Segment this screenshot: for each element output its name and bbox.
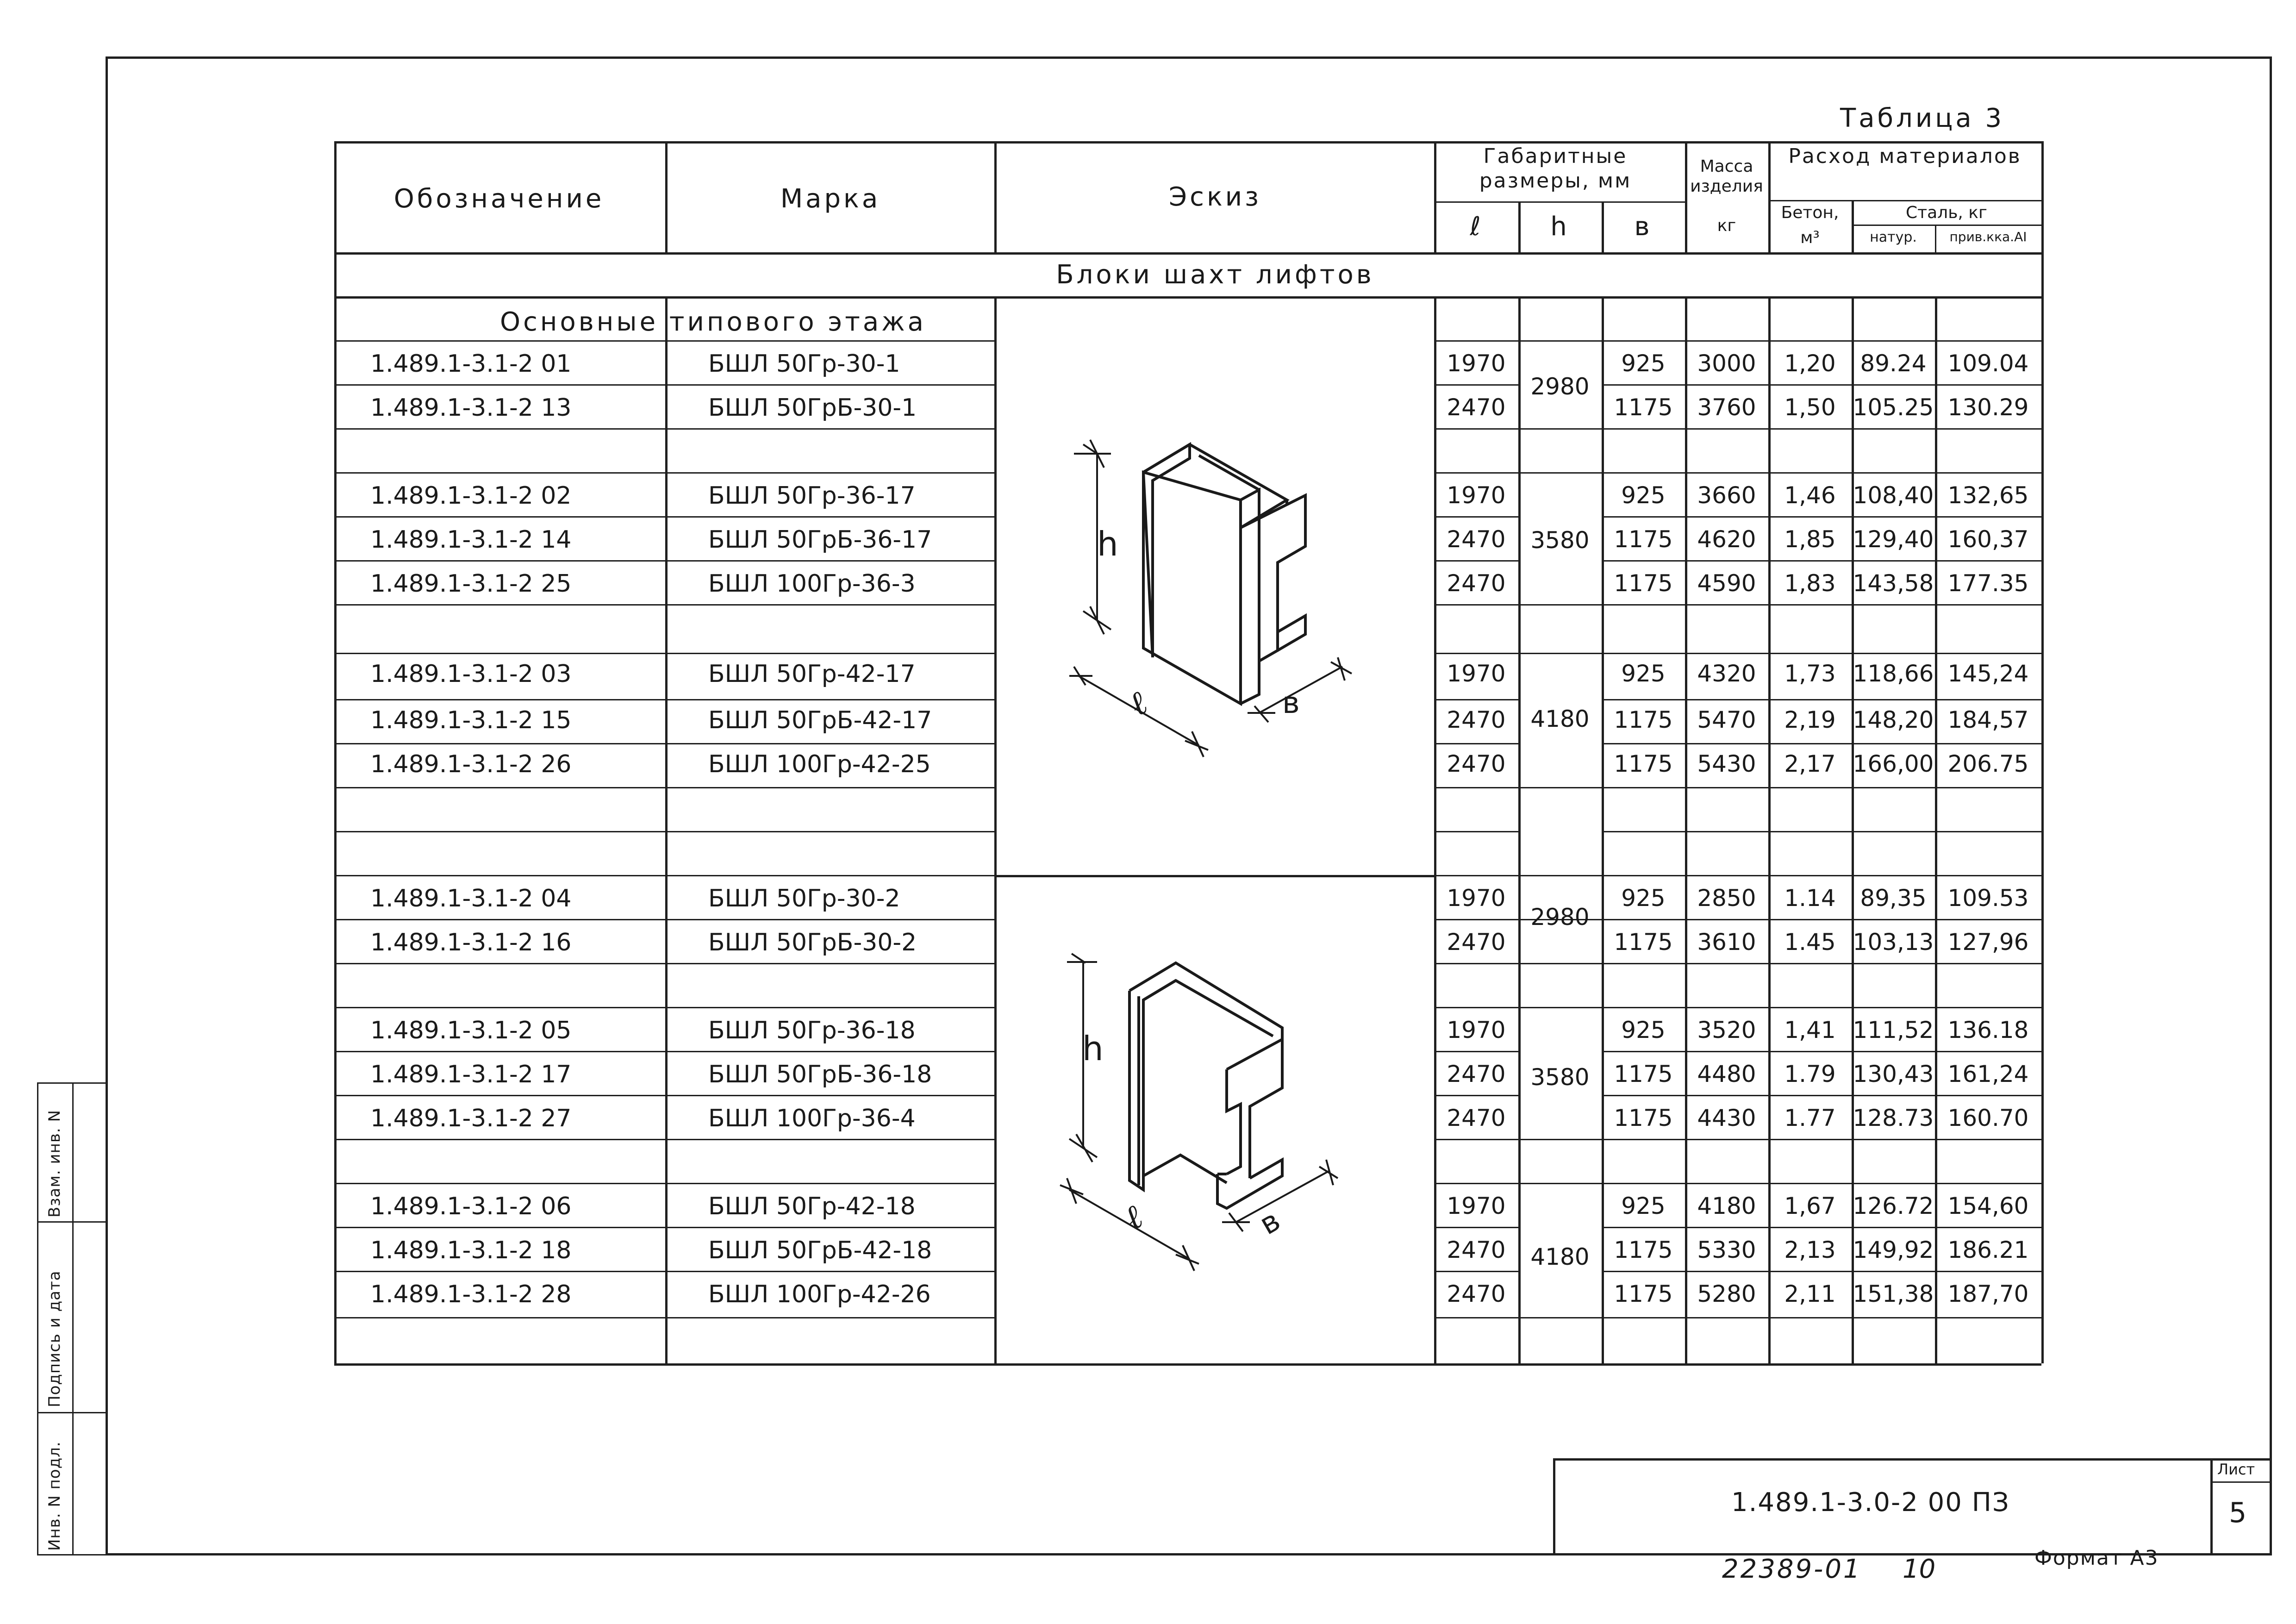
- grid-line: [1434, 1227, 1518, 1228]
- steel-nat-cell: 118,66: [1853, 660, 1934, 687]
- concrete-cell: 1,46: [1784, 482, 1836, 509]
- steel-priv-cell: 206.75: [1947, 750, 2029, 777]
- grid-line: [1434, 340, 1518, 342]
- steel-priv-cell: 109.04: [1947, 350, 2029, 377]
- grid-line: [334, 1183, 994, 1184]
- height-cell: 2980: [1530, 904, 1590, 931]
- mass-cell: 2850: [1697, 885, 1756, 912]
- grid-line: [1518, 428, 1602, 430]
- header-dim-b: в: [1634, 212, 1653, 242]
- grid-line: [334, 787, 994, 788]
- title-block-code: 1.489.1-3.0-2 00 ПЗ: [1731, 1487, 2010, 1518]
- steel-nat-cell: 108,40: [1853, 482, 1934, 509]
- steel-priv-cell: 177.35: [1947, 570, 2029, 597]
- designation-cell: 1.489.1-3.1-2 13: [370, 394, 572, 422]
- grid-line: [1434, 653, 1518, 654]
- steel-nat-cell: 111,52: [1853, 1017, 1934, 1043]
- concrete-cell: 1,41: [1784, 1017, 1836, 1043]
- steel-nat-cell: 130,43: [1853, 1061, 1934, 1087]
- mark-cell: БШЛ 100Гр-36-4: [708, 1105, 916, 1132]
- mark-cell: БШЛ 50ГрБ-42-18: [708, 1237, 932, 1264]
- grid-line: [334, 472, 994, 474]
- mass-cell: 5470: [1697, 706, 1756, 733]
- height-cell: 3580: [1530, 527, 1590, 554]
- footer-format: Формат А3: [2034, 1546, 2159, 1570]
- header-sketch: Эскиз: [1169, 182, 1261, 212]
- designation-cell: 1.489.1-3.1-2 04: [370, 885, 572, 912]
- title-block-sheet-label: Лист: [2217, 1461, 2255, 1478]
- grid-line: [1434, 384, 1518, 386]
- dim-l-cell: 2470: [1447, 1105, 1506, 1131]
- designation-cell: 1.489.1-3.1-2 28: [370, 1280, 572, 1308]
- grid-line: [1434, 1051, 1518, 1052]
- grid-line: [1434, 201, 1685, 203]
- mark-cell: БШЛ 100Гр-42-26: [708, 1280, 931, 1308]
- grid-line: [334, 831, 994, 832]
- grid-line: [1434, 604, 1518, 606]
- dim-b-cell: 925: [1621, 1017, 1666, 1043]
- grid-line: [1852, 225, 2041, 226]
- grid-line: [334, 875, 994, 876]
- concrete-cell: 1,67: [1784, 1193, 1836, 1219]
- steel-priv-cell: 161,24: [1947, 1061, 2029, 1087]
- header-dimensions: Габаритные размеры, мм: [1479, 144, 1632, 193]
- grid-line: [1518, 963, 1602, 964]
- dim-l-cell: 2470: [1447, 1237, 1506, 1263]
- grid-line: [334, 963, 994, 964]
- dim-l-cell: 1970: [1447, 350, 1506, 377]
- grid-line: [1602, 1317, 2041, 1318]
- dim-l-cell: 2470: [1447, 526, 1506, 553]
- grid-line: [1434, 1271, 1518, 1272]
- side-stamp-inv: Инв. N подл.: [45, 1441, 64, 1551]
- grid-line: [334, 1317, 994, 1318]
- grid-line: [334, 1051, 994, 1052]
- grid-line: [1434, 875, 1518, 876]
- designation-cell: 1.489.1-3.1-2 26: [370, 750, 572, 778]
- grid-line: [1518, 604, 1602, 606]
- sketch-label-l: ℓ: [1117, 1197, 1149, 1238]
- side-stamp-line: [37, 1412, 107, 1413]
- mass-cell: 3760: [1697, 394, 1756, 421]
- grid-line: [1518, 1139, 1602, 1140]
- dim-l-cell: 2470: [1447, 1061, 1506, 1087]
- grid-line: [334, 1363, 994, 1365]
- dim-l-cell: 2470: [1447, 394, 1506, 421]
- steel-priv-cell: 187,70: [1947, 1280, 2029, 1307]
- grid-line: [1518, 472, 1602, 474]
- grid-line: [1518, 296, 1521, 1363]
- concrete-cell: 1,73: [1784, 660, 1836, 687]
- designation-cell: 1.489.1-3.1-2 05: [370, 1017, 572, 1044]
- grid-line: [994, 296, 997, 1363]
- dim-l-cell: 2470: [1447, 706, 1506, 733]
- concrete-cell: 1.79: [1784, 1061, 1836, 1087]
- mark-cell: БШЛ 50Гр-42-18: [708, 1193, 916, 1220]
- concrete-cell: 2,19: [1784, 706, 1836, 733]
- steel-nat-cell: 129,40: [1853, 526, 1934, 553]
- mark-cell: БШЛ 50ГрБ-36-17: [708, 526, 932, 554]
- steel-nat-cell: 128.73: [1853, 1105, 1934, 1131]
- grid-line: [1434, 560, 1518, 562]
- mark-cell: БШЛ 50ГрБ-30-2: [708, 929, 917, 956]
- sketch-label-h: h: [1097, 525, 1118, 563]
- steel-nat-cell: 89,35: [1860, 885, 1927, 912]
- concrete-cell: 1.14: [1784, 885, 1836, 912]
- dim-l-cell: 2470: [1447, 929, 1506, 956]
- height-cell: 3580: [1530, 1064, 1590, 1091]
- grid-line: [1518, 340, 1602, 342]
- designation-cell: 1.489.1-3.1-2 06: [370, 1193, 572, 1220]
- side-stamp-divider: [72, 1082, 74, 1555]
- sketch-label-b: в: [1254, 1203, 1286, 1242]
- grid-line: [1602, 699, 2041, 700]
- grid-line: [334, 743, 994, 744]
- grid-line: [665, 296, 668, 1363]
- steel-nat-cell: 148,20: [1853, 706, 1934, 733]
- grid-line: [334, 604, 994, 606]
- steel-priv-cell: 160,37: [1947, 526, 2029, 553]
- concrete-cell: 2,17: [1784, 750, 1836, 777]
- grid-line: [1602, 516, 2041, 518]
- grid-line: [1602, 743, 2041, 744]
- steel-priv-cell: 154,60: [1947, 1193, 2029, 1219]
- grid-line: [334, 919, 994, 920]
- grid-line: [334, 516, 994, 518]
- dim-b-cell: 925: [1621, 350, 1666, 377]
- grid-line: [1434, 743, 1518, 744]
- grid-line: [334, 384, 994, 386]
- grid-line: [1602, 1139, 2041, 1140]
- designation-cell: 1.489.1-3.1-2 15: [370, 706, 572, 734]
- grid-line: [1602, 653, 2041, 654]
- mark-cell: БШЛ 100Гр-42-25: [708, 750, 931, 778]
- designation-cell: 1.489.1-3.1-2 14: [370, 526, 572, 554]
- grid-line: [1602, 787, 2041, 788]
- grid-line: [1434, 919, 1518, 920]
- header-mass: Масса изделия: [1690, 157, 1763, 196]
- mass-cell: 5430: [1697, 750, 1756, 777]
- side-stamp-line: [37, 1221, 107, 1223]
- table-title: Таблица 3: [1840, 103, 2005, 133]
- mass-cell: 4620: [1697, 526, 1756, 553]
- grid-line: [1602, 428, 2041, 430]
- steel-nat-cell: 151,38: [1853, 1280, 1934, 1307]
- steel-priv-cell: 186.21: [1947, 1237, 2029, 1263]
- grid-line: [1602, 1051, 2041, 1052]
- mass-cell: 3000: [1697, 350, 1756, 377]
- designation-cell: 1.489.1-3.1-2 01: [370, 350, 572, 378]
- dim-l-cell: 1970: [1447, 482, 1506, 509]
- steel-nat-cell: 89.24: [1860, 350, 1927, 377]
- mass-cell: 3660: [1697, 482, 1756, 509]
- concrete-cell: 1.77: [1784, 1105, 1836, 1131]
- grid-line: [1768, 200, 2041, 201]
- steel-priv-cell: 145,24: [1947, 660, 2029, 687]
- grid-line: [1434, 1317, 1518, 1318]
- dim-b-cell: 1175: [1614, 570, 1673, 597]
- grid-line: [1518, 787, 1602, 788]
- dim-b-cell: 1175: [1614, 526, 1673, 553]
- sketch-label-h: h: [1082, 1029, 1104, 1068]
- designation-cell: 1.489.1-3.1-2 18: [370, 1237, 572, 1264]
- section-title: Блоки шахт лифтов: [1056, 260, 1374, 290]
- grid-line: [1602, 1271, 2041, 1272]
- grid-line: [1434, 831, 1518, 832]
- concrete-cell: 1,50: [1784, 394, 1836, 421]
- height-cell: 2980: [1530, 373, 1590, 400]
- mark-cell: БШЛ 100Гр-36-3: [708, 570, 916, 598]
- steel-priv-cell: 127,96: [1947, 929, 2029, 956]
- header-steel-nat: натур.: [1870, 229, 1917, 245]
- dim-l-cell: 2470: [1447, 1280, 1506, 1307]
- designation-cell: 1.489.1-3.1-2 17: [370, 1061, 572, 1088]
- grid-line: [1518, 875, 1602, 876]
- dim-b-cell: 1175: [1614, 706, 1673, 733]
- concrete-cell: 1.45: [1784, 929, 1836, 956]
- steel-nat-cell: 126.72: [1853, 1193, 1934, 1219]
- steel-nat-cell: 143,58: [1853, 570, 1934, 597]
- header-concrete-unit: м³: [1800, 228, 1820, 247]
- grid-line: [1434, 699, 1518, 700]
- title-block-sheet-number: 5: [2229, 1497, 2247, 1529]
- mark-cell: БШЛ 50Гр-30-1: [708, 350, 900, 378]
- dim-b-cell: 1175: [1614, 394, 1673, 421]
- grid-line: [1434, 963, 1518, 964]
- mark-cell: БШЛ 50Гр-36-18: [708, 1017, 916, 1044]
- grid-line: [1602, 831, 2041, 832]
- grid-line: [1602, 1227, 2041, 1228]
- steel-priv-cell: 136.18: [1947, 1017, 2029, 1043]
- mark-cell: БШЛ 50ГрБ-42-17: [708, 706, 932, 734]
- grid-line: [334, 699, 994, 700]
- designation-cell: 1.489.1-3.1-2 16: [370, 929, 572, 956]
- grid-line: [1602, 1007, 2041, 1008]
- mass-cell: 4590: [1697, 570, 1756, 597]
- concrete-cell: 1,20: [1784, 350, 1836, 377]
- grid-line: [1602, 472, 2041, 474]
- grid-line: [1434, 428, 1518, 430]
- grid-line: [994, 875, 1434, 877]
- grid-line: [1434, 1139, 1518, 1140]
- height-cell: 4180: [1530, 706, 1590, 732]
- dim-l-cell: 1970: [1447, 1193, 1506, 1219]
- mass-cell: 4180: [1697, 1193, 1756, 1219]
- grid-line: [1602, 384, 2041, 386]
- grid-line: [334, 141, 2041, 144]
- grid-line: [334, 252, 2041, 255]
- dim-l-cell: 2470: [1447, 570, 1506, 597]
- dim-b-cell: 925: [1621, 660, 1666, 687]
- footer-number: 22389-01: [1722, 1554, 1862, 1584]
- grid-line: [1434, 472, 1518, 474]
- header-dim-l: ℓ: [1470, 212, 1484, 242]
- block-sketch-2: [1060, 944, 1384, 1305]
- dim-l-cell: 1970: [1447, 1017, 1506, 1043]
- dim-b-cell: 1175: [1614, 1237, 1673, 1263]
- dim-b-cell: 925: [1621, 482, 1666, 509]
- header-concrete: Бетон,: [1781, 203, 1839, 222]
- grid-line: [1602, 1095, 2041, 1096]
- sketch-label-b: в: [1282, 686, 1300, 720]
- grid-line: [1518, 653, 1602, 654]
- designation-cell: 1.489.1-3.1-2 02: [370, 482, 572, 510]
- title-block-divider: [2210, 1458, 2213, 1555]
- grid-line: [1518, 1317, 1602, 1318]
- grid-line: [334, 296, 2041, 299]
- grid-line: [2041, 141, 2044, 1363]
- concrete-cell: 2,11: [1784, 1280, 1836, 1307]
- grid-line: [1434, 516, 1518, 518]
- grid-line: [1434, 1095, 1518, 1096]
- steel-priv-cell: 184,57: [1947, 706, 2029, 733]
- grid-line: [1434, 1007, 1518, 1008]
- dim-b-cell: 1175: [1614, 1105, 1673, 1131]
- grid-line: [1602, 340, 2041, 342]
- mark-cell: БШЛ 50Гр-36-17: [708, 482, 916, 510]
- mark-cell: БШЛ 50ГрБ-30-1: [708, 394, 917, 422]
- mass-cell: 3610: [1697, 929, 1756, 956]
- steel-priv-cell: 130.29: [1947, 394, 2029, 421]
- dim-l-cell: 1970: [1447, 885, 1506, 912]
- dim-b-cell: 925: [1621, 1193, 1666, 1219]
- designation-cell: 1.489.1-3.1-2 27: [370, 1105, 572, 1132]
- mass-cell: 5280: [1697, 1280, 1756, 1307]
- mark-cell: БШЛ 50Гр-42-17: [708, 660, 916, 688]
- grid-line: [334, 1139, 994, 1140]
- grid-line: [1602, 604, 2041, 606]
- height-cell: 4180: [1530, 1243, 1590, 1270]
- steel-nat-cell: 166,00: [1853, 750, 1934, 777]
- grid-line: [1602, 1183, 2041, 1184]
- dim-l-cell: 2470: [1447, 750, 1506, 777]
- grid-line: [1518, 1007, 1602, 1008]
- footer-page: 10: [1903, 1554, 1936, 1584]
- steel-priv-cell: 160.70: [1947, 1105, 2029, 1131]
- dim-b-cell: 925: [1621, 885, 1666, 912]
- header-consumption: Расход материалов: [1788, 144, 2021, 168]
- steel-nat-cell: 103,13: [1853, 929, 1934, 956]
- grid-line: [334, 428, 994, 430]
- grid-line: [334, 141, 337, 1363]
- grid-line: [334, 1271, 994, 1272]
- grid-line: [334, 1227, 994, 1228]
- concrete-cell: 1,85: [1784, 526, 1836, 553]
- grid-line: [1602, 963, 2041, 964]
- grid-line: [334, 1007, 994, 1008]
- mass-cell: 4430: [1697, 1105, 1756, 1131]
- grid-line: [1602, 919, 2041, 920]
- mass-cell: 5330: [1697, 1237, 1756, 1263]
- grid-line: [1602, 560, 2041, 562]
- block-sketch-1: [1065, 417, 1389, 778]
- grid-line: [1518, 1183, 1602, 1184]
- header-steel: Сталь, кг: [1906, 203, 1987, 222]
- mass-cell: 4480: [1697, 1061, 1756, 1087]
- mark-cell: БШЛ 50ГрБ-36-18: [708, 1061, 932, 1088]
- header-mark: Марка: [780, 184, 881, 214]
- grid-line: [334, 340, 994, 342]
- dim-b-cell: 1175: [1614, 750, 1673, 777]
- mark-cell: БШЛ 50Гр-30-2: [708, 885, 900, 912]
- concrete-cell: 1,83: [1784, 570, 1836, 597]
- header-designation: Обозначение: [393, 184, 605, 214]
- grid-line: [334, 653, 994, 654]
- mass-cell: 4320: [1697, 660, 1756, 687]
- grid-line: [334, 560, 994, 562]
- sketch-label-l: ℓ: [1122, 683, 1154, 724]
- grid-line: [1434, 1183, 1518, 1184]
- dim-b-cell: 1175: [1614, 1061, 1673, 1087]
- header-steel-priv: прив.кка.AI: [1949, 229, 2027, 244]
- steel-nat-cell: 149,92: [1853, 1237, 1934, 1263]
- header-dim-h: h: [1550, 212, 1570, 242]
- steel-priv-cell: 132,65: [1947, 482, 2029, 509]
- steel-priv-cell: 109.53: [1947, 885, 2029, 912]
- title-block-sheet-line: [2210, 1481, 2272, 1483]
- side-stamp-vzam: Взам. инв. N: [45, 1110, 64, 1218]
- dim-b-cell: 1175: [1614, 1280, 1673, 1307]
- dim-l-cell: 1970: [1447, 660, 1506, 687]
- subsection-title: Основные типового этажа: [500, 307, 926, 337]
- mass-cell: 3520: [1697, 1017, 1756, 1043]
- grid-line: [334, 1095, 994, 1096]
- side-stamp-sign: Подпись и дата: [45, 1270, 64, 1407]
- dim-b-cell: 1175: [1614, 929, 1673, 956]
- designation-cell: 1.489.1-3.1-2 25: [370, 570, 572, 598]
- header-mass-unit: кг: [1717, 216, 1736, 235]
- steel-nat-cell: 105.25: [1853, 394, 1934, 421]
- grid-line: [1434, 787, 1518, 788]
- designation-cell: 1.489.1-3.1-2 03: [370, 660, 572, 688]
- grid-line: [1602, 875, 2041, 876]
- concrete-cell: 2,13: [1784, 1237, 1836, 1263]
